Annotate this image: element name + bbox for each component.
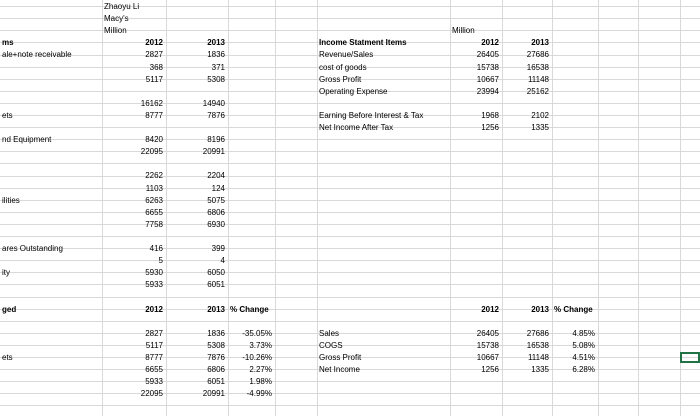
cell-B21[interactable]: 416 — [149, 244, 163, 253]
cell-B12[interactable]: 8420 — [145, 135, 163, 144]
cell-H6[interactable]: 16538 — [526, 63, 549, 72]
cell-B18[interactable]: 6655 — [145, 208, 163, 217]
cell-B13[interactable]: 22095 — [140, 147, 163, 156]
cell-B5[interactable]: 2827 — [145, 50, 163, 59]
column-gridline — [450, 0, 451, 416]
cell-F10[interactable]: Earning Before Interest & Tax — [319, 111, 424, 120]
cell-A5[interactable]: ale+note receivable — [2, 50, 72, 59]
cell-C31[interactable]: 6806 — [207, 365, 225, 374]
cell-C26[interactable]: 2013 — [207, 305, 225, 314]
cell-A10[interactable]: ets — [2, 111, 13, 120]
cell-C7[interactable]: 5308 — [207, 75, 225, 84]
row-gridline — [0, 297, 700, 298]
cell-B15[interactable]: 2262 — [145, 171, 163, 180]
cell-I29[interactable]: 5.08% — [572, 341, 595, 350]
cell-H8[interactable]: 25162 — [526, 87, 549, 96]
cell-F7[interactable]: Gross Profit — [319, 75, 362, 84]
cell-F8[interactable]: Operating Expense — [319, 87, 388, 96]
cell-D32[interactable]: 1.98% — [249, 377, 272, 386]
column-gridline — [598, 0, 599, 416]
cell-H30[interactable]: 11148 — [527, 353, 549, 362]
cell-B19[interactable]: 7758 — [145, 220, 163, 229]
cell-G29[interactable]: 15738 — [476, 341, 499, 350]
cell-C16[interactable]: 124 — [211, 184, 225, 193]
cell-D29[interactable]: 3.73% — [249, 341, 272, 350]
cell-C30[interactable]: 7876 — [207, 353, 225, 362]
cell-A26[interactable]: ged — [2, 305, 17, 314]
cell-B16[interactable]: 1103 — [145, 184, 163, 193]
cell-H10[interactable]: 2102 — [531, 111, 549, 120]
cell-C9[interactable]: 14940 — [202, 99, 225, 108]
cell-C10[interactable]: 7876 — [207, 111, 225, 120]
cell-C29[interactable]: 5308 — [207, 341, 225, 350]
cell-D30[interactable]: -10.26% — [242, 353, 272, 362]
cell-A30[interactable]: ets — [2, 353, 13, 362]
cell-D26[interactable]: % Change — [230, 305, 269, 314]
cell-B26[interactable]: 2012 — [145, 305, 163, 314]
cell-G7[interactable]: 10667 — [476, 75, 499, 84]
cell-H11[interactable]: 1335 — [531, 123, 549, 132]
cell-F6[interactable]: cost of goods — [319, 63, 367, 72]
cell-B28[interactable]: 2827 — [145, 329, 163, 338]
row-gridline — [0, 321, 700, 322]
cell-B31[interactable]: 6655 — [145, 365, 163, 374]
cell-C23[interactable]: 6050 — [207, 268, 225, 277]
cell-G5[interactable]: 26405 — [476, 50, 499, 59]
cell-B24[interactable]: 5933 — [145, 280, 163, 289]
cell-B9[interactable]: 16162 — [140, 99, 163, 108]
cell-C13[interactable]: 20991 — [202, 147, 225, 156]
column-gridline — [102, 0, 103, 416]
cell-A17[interactable]: ilities — [2, 196, 20, 205]
cell-B23[interactable]: 5930 — [145, 268, 163, 277]
cell-H29[interactable]: 16538 — [526, 341, 549, 350]
row-gridline — [0, 405, 700, 406]
cell-G3[interactable]: Million — [452, 26, 475, 35]
cell-B32[interactable]: 5933 — [145, 377, 163, 386]
cell-C6[interactable]: 371 — [211, 63, 225, 72]
cell-B7[interactable]: 5117 — [145, 75, 163, 84]
cell-A4[interactable]: ms — [2, 38, 14, 47]
column-gridline — [166, 0, 167, 416]
column-gridline — [552, 0, 553, 416]
cell-B4[interactable]: 2012 — [145, 38, 163, 47]
cell-B10[interactable]: 8777 — [145, 111, 163, 120]
cell-C21[interactable]: 399 — [211, 244, 225, 253]
cell-G31[interactable]: 1256 — [481, 365, 499, 374]
cell-H4[interactable]: 2013 — [531, 38, 549, 47]
column-gridline — [275, 0, 276, 416]
cell-H31[interactable]: 1335 — [531, 365, 549, 374]
cell-G8[interactable]: 23994 — [476, 87, 499, 96]
cell-G26[interactable]: 2012 — [481, 305, 499, 314]
cell-C24[interactable]: 6051 — [207, 280, 225, 289]
cell-B22[interactable]: 5 — [158, 256, 163, 265]
cell-B2[interactable]: Macy's — [104, 14, 129, 23]
cell-C33[interactable]: 20991 — [202, 389, 225, 398]
cell-C5[interactable]: 1836 — [207, 50, 225, 59]
cell-F30[interactable]: Gross Profit — [319, 353, 362, 362]
cell-C32[interactable]: 6051 — [207, 377, 225, 386]
cell-G10[interactable]: 1968 — [481, 111, 499, 120]
cell-B3[interactable]: Million — [104, 26, 127, 35]
cell-D31[interactable]: 2.27% — [249, 365, 272, 374]
cell-F11[interactable]: Net Income After Tax — [319, 123, 394, 132]
cell-C17[interactable]: 5075 — [207, 196, 225, 205]
cell-I26[interactable]: % Change — [554, 305, 593, 314]
cell-I31[interactable]: 6.28% — [572, 365, 595, 374]
cell-H28[interactable]: 27686 — [526, 329, 549, 338]
selected-cell[interactable] — [680, 352, 700, 363]
cell-B33[interactable]: 22095 — [140, 389, 163, 398]
cell-D33[interactable]: -4.99% — [246, 389, 272, 398]
column-gridline — [317, 0, 318, 416]
row-gridline — [0, 163, 700, 164]
cell-G11[interactable]: 1256 — [481, 123, 499, 132]
cell-I28[interactable]: 4.85% — [572, 329, 595, 338]
cell-C18[interactable]: 6806 — [207, 208, 225, 217]
cell-B6[interactable]: 368 — [149, 63, 163, 72]
cell-F31[interactable]: Net Income — [319, 365, 360, 374]
column-gridline — [638, 0, 639, 416]
cell-B29[interactable]: 5117 — [145, 341, 163, 350]
cell-C12[interactable]: 8196 — [207, 135, 225, 144]
cell-H5[interactable]: 27686 — [526, 50, 549, 59]
cell-A12[interactable]: nd Equipment — [2, 135, 52, 144]
cell-D28[interactable]: -35.05% — [242, 329, 272, 338]
cell-A21[interactable]: ares Outstanding — [2, 244, 63, 253]
cell-G28[interactable]: 26405 — [476, 329, 499, 338]
cell-G6[interactable]: 15738 — [476, 63, 499, 72]
cell-B17[interactable]: 6263 — [145, 196, 163, 205]
cell-C28[interactable]: 1836 — [207, 329, 225, 338]
row-gridline — [0, 236, 700, 237]
cell-F28[interactable]: Sales — [319, 329, 340, 338]
cell-B30[interactable]: 8777 — [145, 353, 163, 362]
cell-C19[interactable]: 6930 — [207, 220, 225, 229]
cell-C4[interactable]: 2013 — [207, 38, 225, 47]
cell-G4[interactable]: 2012 — [481, 38, 499, 47]
cell-A23[interactable]: ity — [2, 268, 10, 277]
cell-H7[interactable]: 11148 — [527, 75, 549, 84]
cell-G30[interactable]: 10667 — [476, 353, 499, 362]
cell-I30[interactable]: 4.51% — [572, 353, 595, 362]
column-gridline — [502, 0, 503, 416]
cell-H26[interactable]: 2013 — [531, 305, 549, 314]
cell-B1[interactable]: Zhaoyu Li — [104, 2, 140, 11]
cell-F4[interactable]: Income Statment Items — [319, 38, 407, 47]
cell-F5[interactable]: Revenue/Sales — [319, 50, 374, 59]
cell-C15[interactable]: 2204 — [207, 171, 225, 180]
cell-F29[interactable]: COGS — [319, 341, 343, 350]
column-gridline — [228, 0, 229, 416]
cell-C22[interactable]: 4 — [220, 256, 225, 265]
